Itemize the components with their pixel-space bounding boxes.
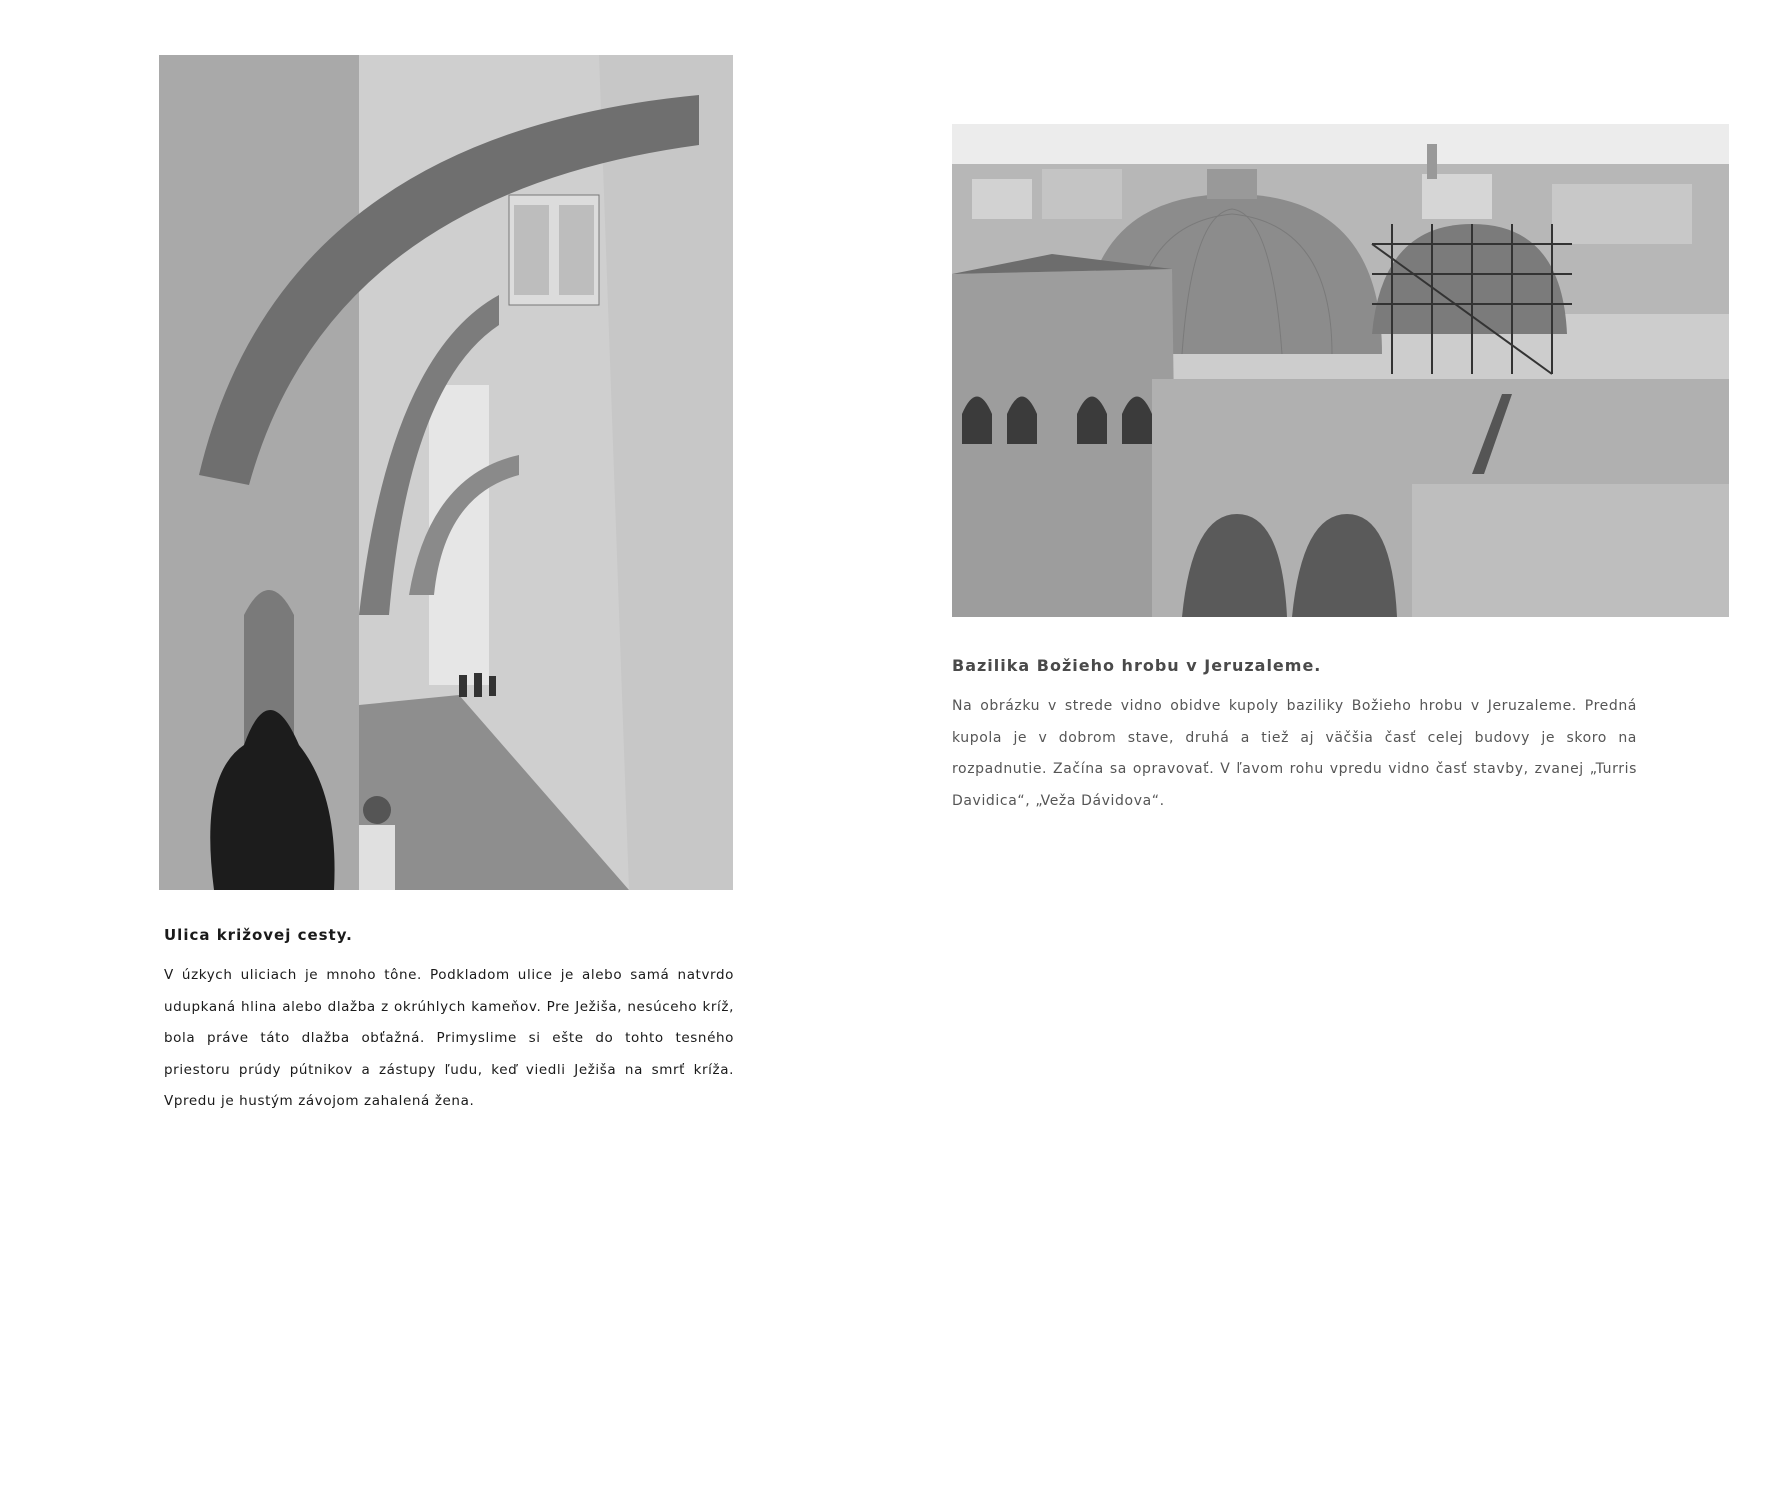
right-caption-body: Na obrázku v strede vidno obidve kupoly baziliky Božieho hrobu v Jeruzaleme. Predná kupola je v dobrom stave, druhá a tiež aj väčšia časť celej budovy je skoro na rozpadnutie. Začína sa opravovať. V ľavom rohu vpredu vidno časť stavby, zvanej „Turris Davidica“, „Veža Dávidova“.	[952, 698, 1637, 809]
left-caption-body: V úzkych uliciach je mnoho tône. Podkladom ulice je alebo samá natvrdo udupkaná hlina alebo dlažba z okrúhlych kameňov. Pre Ježiša, nesúceho kríž, bola práve táto dlažba obťažná. Primyslime si ešte do tohto tesného priestoru prúdy pútnikov a zástupy ľudu, keď viedli Ježiša na smrť kríža. Vpredu je hustým závojom zahalená žena.	[164, 967, 734, 1109]
basilica-illustration	[952, 124, 1729, 617]
basilica-photo	[952, 124, 1729, 617]
street-arches-illustration	[159, 55, 733, 890]
left-caption	[164, 926, 734, 1118]
right-caption-title: Bazilika Božieho hrobu v Jeruzaleme.	[952, 656, 1322, 675]
street-arches-photo	[159, 55, 733, 890]
right-caption	[952, 656, 1637, 817]
left-caption-title: Ulica križovej cesty.	[164, 926, 353, 944]
